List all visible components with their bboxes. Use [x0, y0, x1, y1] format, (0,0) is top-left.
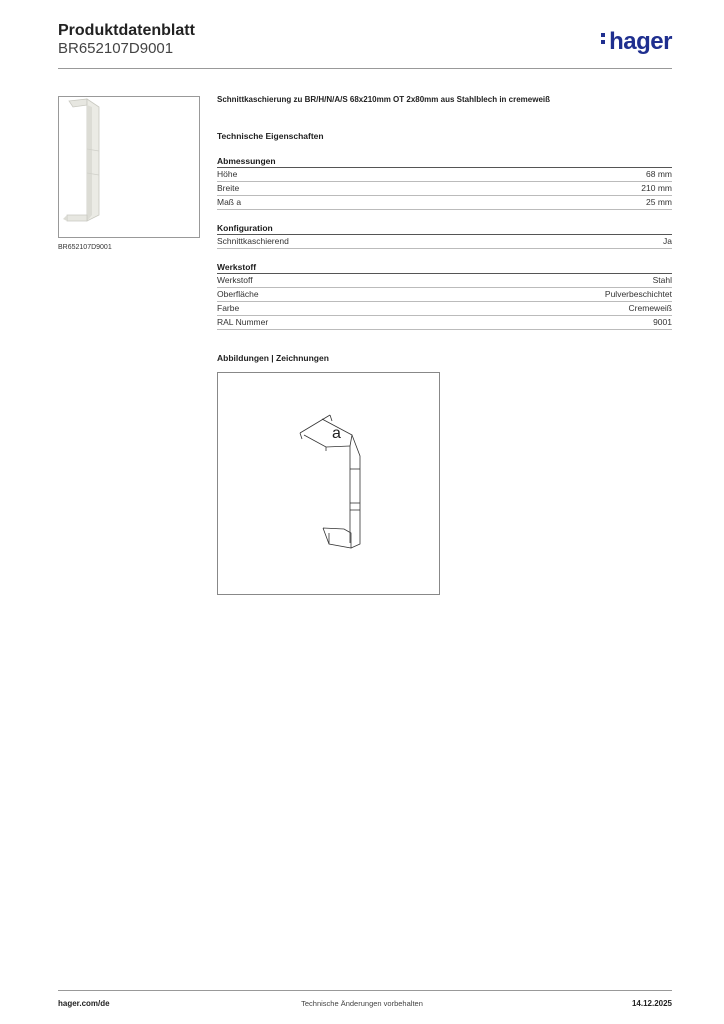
group-title: Abmessungen — [217, 155, 672, 168]
technical-drawing — [217, 372, 440, 595]
table-row — [217, 316, 672, 330]
header-divider — [58, 68, 672, 69]
row-value: 25 mm — [646, 197, 672, 207]
logo-dots-icon — [601, 30, 607, 47]
row-value: Stahl — [652, 275, 672, 285]
group-dimensions — [217, 155, 672, 210]
properties-heading: Technische Eigenschaften — [217, 131, 324, 141]
row-label: Maß a — [217, 197, 242, 207]
article-number: BR652107D9001 — [58, 40, 174, 57]
product-description: Schnittkaschierung zu BR/H/N/A/S 68x210mm OT 2x80mm aus Stahlblech in cremeweiß — [217, 95, 550, 104]
footer-date: 14.12.2025 — [631, 999, 672, 1008]
hager-logo — [601, 28, 672, 56]
row-value: Cremeweiß — [628, 303, 672, 313]
row-label: Höhe — [217, 169, 238, 179]
group-title: Werkstoff — [217, 261, 672, 274]
table-row — [217, 196, 672, 210]
row-label: Werkstoff — [217, 275, 253, 285]
row-value: Pulverbeschichtet — [604, 289, 672, 299]
page-title: Produktdatenblatt — [58, 22, 195, 39]
product-image — [58, 96, 200, 238]
row-label: Breite — [217, 183, 240, 193]
row-label: RAL Nummer — [217, 317, 269, 327]
row-label: Schnittkaschierend — [217, 236, 289, 246]
product-photo-icon — [59, 97, 199, 237]
group-material — [217, 261, 672, 330]
table-row — [217, 288, 672, 302]
group-title: Konfiguration — [217, 222, 672, 235]
dimension-drawing-icon — [218, 373, 439, 594]
image-caption: BR652107D9001 — [58, 244, 112, 251]
logo-text: hager — [609, 28, 672, 55]
footer-notice: Technische Änderungen vorbehalten — [301, 999, 423, 1008]
dimension-label: a — [332, 425, 341, 442]
table-row — [217, 182, 672, 196]
group-configuration — [217, 222, 672, 249]
footer-divider — [58, 990, 672, 991]
row-value: 68 mm — [646, 169, 672, 179]
footer-website[interactable]: hager.com/de — [58, 999, 110, 1008]
row-label: Farbe — [217, 303, 240, 313]
drawings-heading: Abbildungen | Zeichnungen — [217, 353, 329, 363]
row-label: Oberfläche — [217, 289, 259, 299]
table-row — [217, 274, 672, 288]
table-row — [217, 302, 672, 316]
row-value: Ja — [663, 236, 672, 246]
table-row — [217, 168, 672, 182]
row-value: 210 mm — [641, 183, 672, 193]
table-row — [217, 235, 672, 249]
row-value: 9001 — [653, 317, 672, 327]
